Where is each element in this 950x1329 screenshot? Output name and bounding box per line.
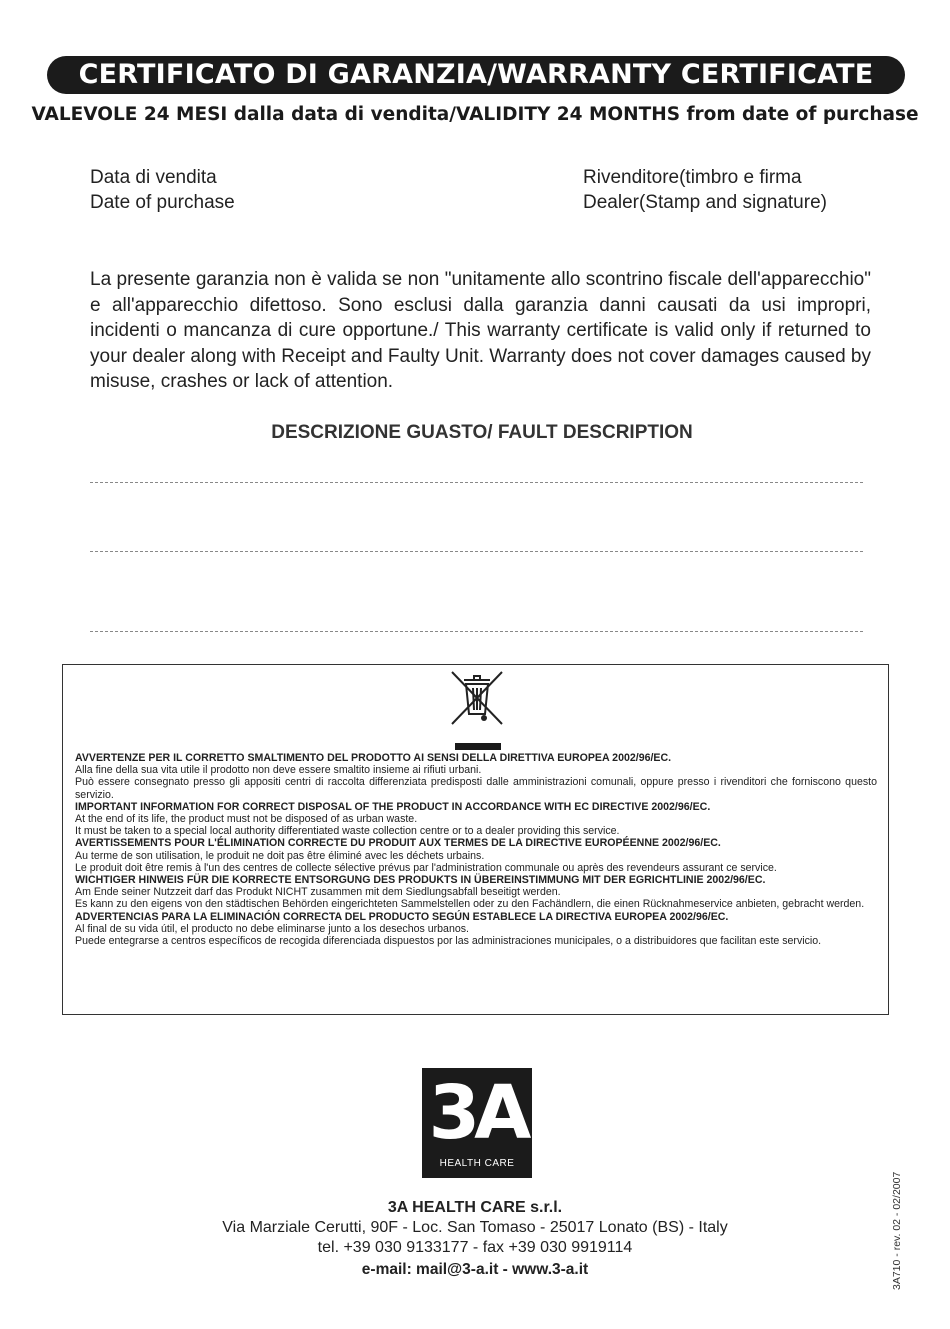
validity-subtitle: VALEVOLE 24 MESI dalla data di vendita/VALIDITY 24 MONTHS from date of purchase	[31, 104, 919, 125]
weee-text-it-2: Può essere consegnato presso gli appositi centri di raccolta differenziata predisposti dalle amministrazioni comunali, oppure presso i rivenditori che forniscono questo servizio.	[75, 776, 877, 801]
sale-date-label-it: Data di vendita	[90, 167, 217, 188]
weee-title-it: AVVERTENZE PER IL CORRETTO SMALTIMENTO DEL PRODOTTO AI SENSI DELLA DIRETTIVA EUROPEA 2002/96/EC.	[75, 752, 672, 764]
weee-title-de: WICHTIGER HINWEIS FÜR DIE KORRECTE ENTSORGUNG DES PRODUKTS IN ÜBEREINSTIMMUNG MIT DER EGRICHTLINIE 2002/96/EC.	[75, 874, 766, 887]
weee-title-es: ADVERTENCIAS PARA LA ELIMINACIÓN CORRECTA DEL PRODUCTO SEGÚN ESTABLECE LA DIRECTIVA EUROPEA 2002/96/EC.	[75, 910, 729, 923]
weee-text-it-1: Alla fine della sua vita utile il prodotto non deve essere smaltito insieme ai rifiuti urbani.	[75, 764, 482, 777]
fault-description-title: DESCRIZIONE GUASTO/ FAULT DESCRIPTION	[271, 422, 693, 443]
fault-line-2[interactable]	[90, 551, 863, 552]
dealer-label-it: Rivenditore(timbro e firma	[583, 167, 802, 188]
certificate-title: CERTIFICATO DI GARANZIA/WARRANTY CERTIFICATE	[47, 56, 905, 94]
weee-text-de-1: Am Ende seiner Nutzzeit darf das Produkt NICHT zusammen mit dem Siedlungsabfall beseitigt werden.	[75, 886, 561, 899]
sale-date-label-en: Date of purchase	[90, 192, 235, 213]
weee-disposal-text	[75, 752, 877, 947]
logo-mark: 3A	[428, 1070, 526, 1156]
company-phone: tel. +39 030 9133177 - fax +39 030 9919114	[317, 1239, 633, 1256]
logo-subtitle: HEALTH CARE	[439, 1158, 515, 1169]
weee-text-de-2: Es kann zu den eigens von den städtischen Behörden eingerichteten Sammelstellen oder zu den Fachändlern, die einen Rücknahmeservice anbieten, gebracht werden.	[75, 898, 865, 911]
weee-text-fr-2: Le produit doit être remis à l'un des centres de collecte sélective prévus par l'administration communale ou après des revendeurs assurant ce service.	[75, 861, 777, 874]
weee-title-fr: AVERTISSEMENTS POUR L'ÉLIMINATION CORRECTE DU PRODUIT AUX TERMES DE LA DIRECTIVE EUROPÉENNE 2002/96/EC.	[75, 837, 721, 850]
company-email[interactable]: e-mail: mail@3-a.it - www.3-a.it	[361, 1261, 589, 1278]
company-address: Via Marziale Cerutti, 90F - Loc. San Tomaso - 25017 Lonato (BS) - Italy	[222, 1219, 728, 1236]
crossed-out-wheelie-bin-icon	[446, 668, 508, 728]
document-code: 3A710 - rev. 02 - 02/2007	[891, 1171, 903, 1290]
weee-text-es-2: Puede entegrarse a centros específicos de recogida diferenciada dispuestos por las administraciones municipales, o a distribuidores que facilitan este servicio.	[75, 935, 822, 948]
weee-text-fr-1: Au terme de son utilisation, le produit ne doit pas être éliminé avec les déchets urbains.	[75, 849, 485, 862]
weee-text-es-1: Al final de su vida útil, el producto no debe eliminarse junto a los desechos urbanos.	[75, 922, 469, 935]
dealer-label-en: Dealer(Stamp and signature)	[583, 192, 827, 213]
warranty-terms: La presente garanzia non è valida se non "unitamente allo scontrino fiscale dell'apparecchio" e all'apparecchio difettoso. Sono esclusi dalla garanzia danni causati da usi impropri, incidenti o mancanza di cure opportune./ This warranty certificate is valid only if returned to your dealer along with Receipt and Faulty Unit. Warranty does not cover damages caused by misuse, crashes or lack of attention.	[90, 269, 871, 392]
company-name: 3A HEALTH CARE s.r.l.	[387, 1199, 563, 1216]
weee-text-en-1: At the end of its life, the product must not be disposed of as urban waste.	[75, 813, 418, 826]
fault-line-1[interactable]	[90, 482, 863, 483]
weee-text-en-2: It must be taken to a special local authority differentiated waste collection centre or to a dealer providing this service.	[75, 825, 620, 838]
fault-line-3[interactable]	[90, 631, 863, 632]
weee-title-en: IMPORTANT INFORMATION FOR CORRECT DISPOSAL OF THE PRODUCT IN ACCORDANCE WITH EC DIRECTIVE 2002/96/EC.	[75, 800, 711, 813]
company-logo	[422, 1068, 532, 1178]
weee-bar-mark	[455, 743, 501, 750]
